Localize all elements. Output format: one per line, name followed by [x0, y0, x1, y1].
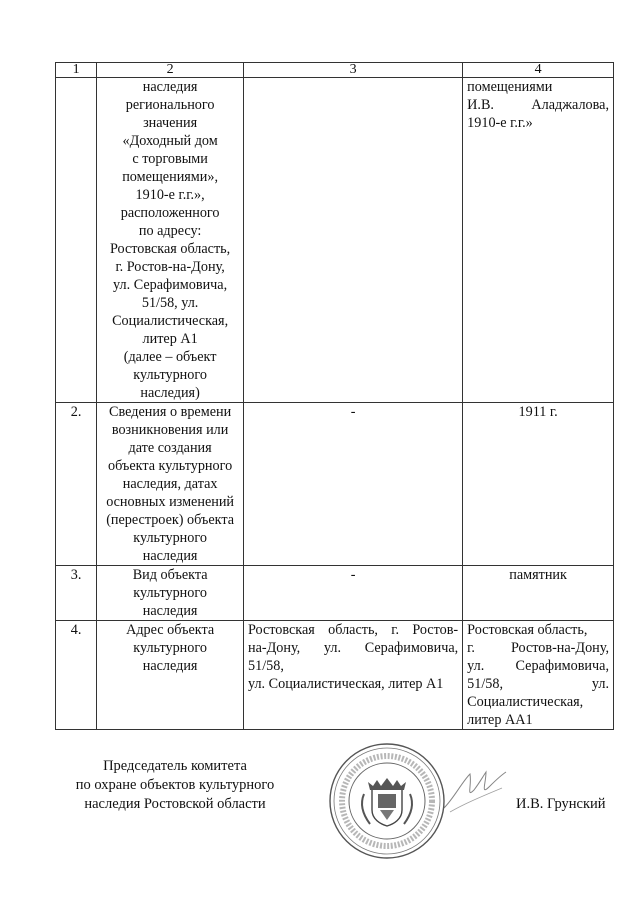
value-cell: 1911 г.	[463, 403, 614, 566]
table-row-continuation	[56, 78, 614, 403]
header-col-4: 4	[463, 63, 614, 78]
cell-line: регионального	[125, 97, 215, 113]
cell-line: помещениями»,	[122, 169, 219, 185]
cell-line: наследия, датах	[122, 476, 218, 492]
cell-line: Социалистическая,	[112, 313, 229, 329]
signatory-title-line: Председатель комитета	[103, 758, 247, 774]
cell-line: культурного	[133, 367, 207, 383]
cell-line: «Доходный дом	[122, 133, 218, 149]
cell-line: (перестроек) объекта	[106, 512, 235, 528]
cell-line: с торговыми	[132, 151, 208, 167]
cell-word: г.	[391, 622, 400, 638]
cell-word: ул.	[467, 658, 485, 674]
cell-line: 1910-е г.г.»	[467, 115, 533, 131]
cell-word: Аладжалова,	[531, 97, 609, 113]
cell-word: область,	[328, 622, 378, 638]
cell-word: 51/58,	[467, 676, 504, 692]
row-number	[56, 78, 97, 403]
cell-line: Ростовская область,	[467, 622, 588, 638]
object-name-cell	[97, 78, 244, 403]
cell-line: основных изменений	[106, 494, 235, 510]
cell-line: культурного	[133, 585, 207, 601]
handwritten-signature	[440, 768, 510, 818]
row-number: 2.	[56, 403, 97, 566]
cell-line: по адресу:	[138, 223, 202, 239]
cell-line: 1910-е г.г.»,	[135, 187, 205, 203]
cell-line: объекта культурного	[108, 458, 233, 474]
cell-line: ул. Серафимовича,	[113, 277, 228, 293]
value-cell: -	[244, 403, 463, 566]
cell-line: литер АА1	[467, 712, 533, 728]
cell-line	[467, 657, 609, 675]
official-seal-stamp	[328, 742, 446, 860]
cell-line: наследия	[142, 603, 198, 619]
cell-line	[248, 621, 458, 639]
cell-line: дате создания	[128, 440, 212, 456]
cell-line	[467, 639, 609, 657]
empty-cell	[244, 78, 463, 403]
header-col-2: 2	[97, 63, 244, 78]
cell-line: Адрес объекта	[126, 622, 215, 638]
row-number: 3.	[56, 566, 97, 621]
signatory-title-line: наследия Ростовской области	[84, 796, 266, 812]
cell-line: значения	[143, 115, 198, 131]
header-col-1: 1	[56, 63, 97, 78]
table-header-row	[56, 63, 614, 78]
cell-line	[467, 96, 609, 114]
field-label-cell	[97, 566, 244, 621]
address-cell	[244, 621, 463, 730]
cell-line: культурного	[133, 640, 207, 656]
signatory-title	[55, 757, 295, 814]
value-cell: -	[244, 566, 463, 621]
cell-line: Ростовская область,	[110, 241, 231, 257]
cell-word: Серафимовича,	[515, 658, 609, 674]
cell-line	[248, 639, 458, 657]
cell-line: 51/58,	[248, 658, 284, 674]
cell-line: помещениями	[467, 79, 553, 95]
cell-line: наследия	[142, 548, 198, 564]
table-row-4	[56, 621, 614, 730]
table-row-2	[56, 403, 614, 566]
cell-line: Вид объекта	[132, 567, 208, 583]
cell-line: ул. Социалистическая, литер А1	[248, 676, 444, 692]
signatory-name: И.В. Грунский	[516, 796, 606, 812]
cell-line: Сведения о времени	[109, 404, 232, 420]
cell-line: Социалистическая,	[467, 694, 584, 710]
cell-line: литер А1	[142, 331, 198, 347]
address-value-cell	[463, 621, 614, 730]
cell-word: Ростов-на-Дону,	[510, 640, 609, 656]
signatory-title-line: по охране объектов культурного	[75, 777, 275, 793]
cell-line: (далее – объект	[123, 349, 217, 365]
document-table	[55, 62, 614, 730]
object-name-value-cell	[463, 78, 614, 403]
header-col-3: 3	[244, 63, 463, 78]
cell-line: расположенного	[120, 205, 220, 221]
cell-line: наследия	[142, 658, 198, 674]
cell-word: Ростов-	[412, 622, 459, 638]
cell-line: г. Ростов-на-Дону,	[115, 259, 225, 275]
cell-word: ул.	[591, 676, 609, 692]
cell-line: возникновения или	[111, 422, 229, 438]
cell-line: культурного	[133, 530, 207, 546]
cell-word: г.	[467, 640, 475, 656]
cell-line: 51/58, ул.	[141, 295, 199, 311]
cell-word: Ростовская	[248, 622, 315, 638]
coat-of-arms-icon	[362, 778, 412, 826]
cell-word: ул.	[323, 640, 342, 656]
cell-word: на-Дону,	[248, 640, 301, 656]
value-cell: памятник	[463, 566, 614, 621]
cell-word: Серафимовича,	[364, 640, 459, 656]
table-row-3	[56, 566, 614, 621]
field-label-cell	[97, 403, 244, 566]
cell-line: наследия)	[140, 385, 200, 401]
row-number: 4.	[56, 621, 97, 730]
field-label-cell	[97, 621, 244, 730]
cell-line	[467, 675, 609, 693]
cell-word: И.В.	[467, 97, 494, 113]
cell-line: наследия	[142, 79, 198, 95]
